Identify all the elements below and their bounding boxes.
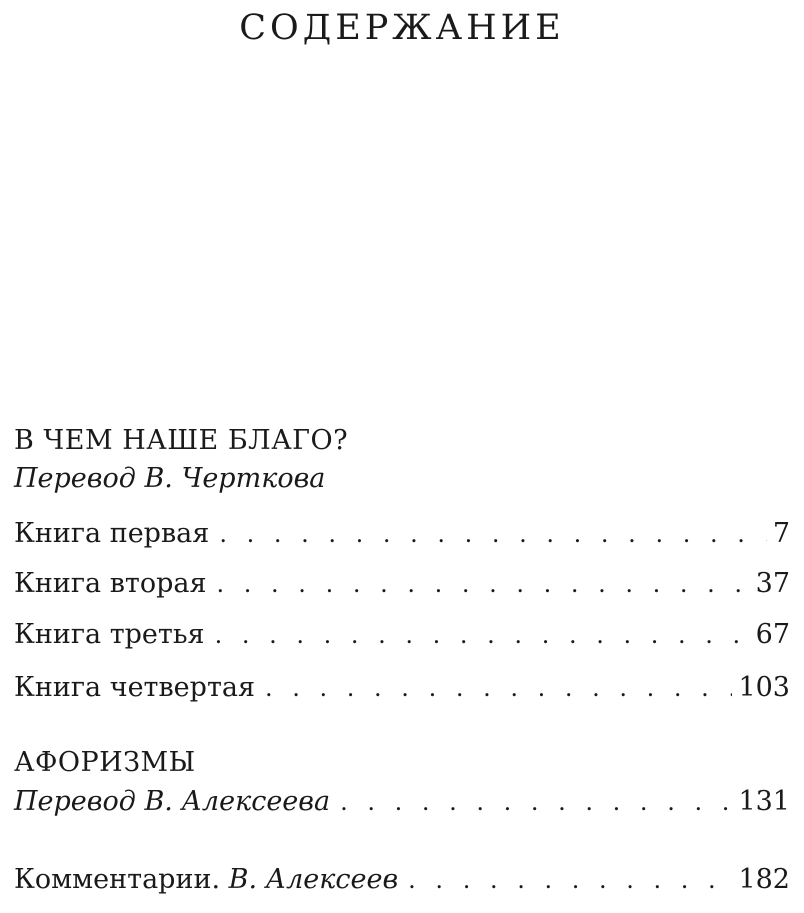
toc-entry-label: Книга вторая (14, 568, 207, 599)
toc-entry-label: Книга четвертая (14, 672, 256, 703)
section-translator-chertkov: Перевод В. Черткова (14, 463, 326, 494)
section-translator-alekseev: Перевод В. Алексеева (14, 786, 331, 817)
commentary-label: Комментарии. (14, 864, 221, 895)
toc-entry-page: 7 (772, 518, 790, 549)
commentary-author: В. Алексеев (228, 864, 399, 895)
toc-entry-commentary[interactable] (14, 862, 790, 898)
toc-entry-book-2[interactable] (14, 566, 790, 602)
dot-leader (219, 516, 767, 552)
toc-entry-page: 182 (738, 864, 790, 895)
dot-leader (408, 862, 732, 898)
toc-entry-label (14, 862, 398, 898)
section-title-what-is-our-good: В ЧЕМ НАШЕ БЛАГО? (14, 425, 349, 456)
toc-entry-book-1[interactable] (14, 516, 790, 552)
dot-leader (340, 784, 732, 820)
toc-entry-page: 67 (755, 619, 790, 650)
toc-entry-aphorisms[interactable] (14, 784, 790, 820)
toc-entry-page: 103 (738, 672, 790, 703)
dot-leader (215, 617, 750, 653)
dot-leader (217, 566, 750, 602)
toc-entry-book-3[interactable] (14, 617, 790, 653)
toc-entry-page: 131 (738, 786, 790, 817)
toc-entry-book-4[interactable] (14, 670, 790, 706)
section-title-aphorisms: АФОРИЗМЫ (14, 747, 196, 778)
dot-leader (265, 670, 732, 706)
toc-entry-label: Книга первая (14, 518, 210, 549)
toc-entry-label: Книга третья (14, 619, 205, 650)
page-title: СОДЕРЖАНИЕ (239, 8, 565, 48)
toc-entry-page: 37 (755, 568, 790, 599)
